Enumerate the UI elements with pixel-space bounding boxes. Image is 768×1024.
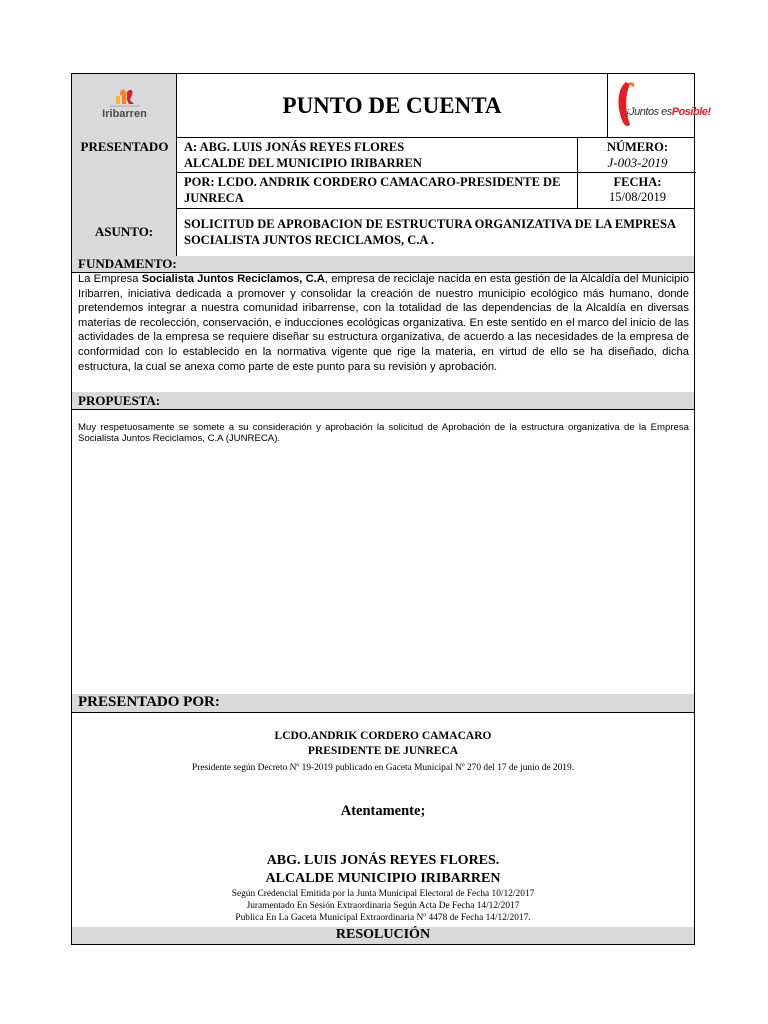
presentado-por-label: PRESENTADO POR: <box>78 694 220 710</box>
fundamento-lead: La Empresa <box>78 273 142 285</box>
brand-slogan <box>626 106 711 118</box>
fundamento-text <box>78 272 689 374</box>
closing-text: Atentamente; <box>340 803 426 819</box>
presenter-decree: Presidente según Decreto Nº 19-2019 publicado en Gaceta Municipal Nº 270 del 17 de junio de 2019. <box>191 763 575 773</box>
presentado-label: PRESENTADO <box>80 139 169 154</box>
presentado-label-cell <box>72 137 177 208</box>
logo-text: Iribarren <box>102 108 147 120</box>
mayor-role: ALCALDE MUNICIPIO IRIBARREN <box>265 871 501 886</box>
resolucion-header <box>72 927 694 944</box>
propuesta-label: PROPUESTA: <box>78 393 161 408</box>
fecha-value: 15/08/2019 <box>609 190 666 204</box>
juntos-es-posible-logo <box>607 74 711 137</box>
iribarren-logo <box>72 74 177 137</box>
fundamento-body: , empresa de reciclaje nacida en esta gestión de la Alcaldía del Municipio Iribarren, iniciativa dedicada a promover y consolidar la creación de nuestro municipio ecológico más humano, donde pretendemos integrar a nuestra comunidad iribarrense, con la totalidad de las dependencias de la Alcaldía en diversas materias de recolección, conservación, e inducciones ecológicas organizativa. En este sentido en el marco del inicio de las actividades de la empresa se requiere diseñar su estructura organizativa, de acuerdo a las necesidades de la empresa de conformidad con lo establecido en la normativa vigente que rige la materia, en virtud de ello se ha diseñado, dicha estructura, la cual se anexa como parte de este punto para su revisión y aprobación. <box>78 273 689 373</box>
asunto-line-2: SOCIALISTA JUNTOS RECICLAMOS, C.A . <box>184 233 434 247</box>
asunto-label-cell <box>72 208 177 256</box>
presenter-name: LCDO.ANDRIK CORDERO CAMACARO <box>274 730 492 742</box>
numero-value: J-003-2019 <box>607 155 668 170</box>
fundamento-label: FUNDAMENTO: <box>78 256 177 271</box>
recipient-line-2: ALCALDE DEL MUNICIPIO IRIBARREN <box>184 156 422 170</box>
resolucion-label: RESOLUCIÓN <box>335 927 431 942</box>
asunto-label: ASUNTO: <box>94 224 154 239</box>
punto-de-cuenta-document <box>71 73 711 945</box>
asunto-content-cell <box>177 208 696 256</box>
brand-slogan-part2: Posible! <box>671 106 711 118</box>
fecha-label: FECHA: <box>613 175 662 189</box>
asunto-line-1: SOLICITUD DE APROBACION DE ESTRUCTURA ORGANIZATIVA DE LA EMPRESA <box>184 217 676 231</box>
fundamento-header <box>72 256 694 272</box>
numero-fecha-cell <box>577 137 696 208</box>
presentado-recipient-cell <box>177 137 577 208</box>
propuesta-header <box>72 392 694 409</box>
document-title: PUNTO DE CUENTA <box>282 92 502 118</box>
mayor-name: ABG. LUIS JONÁS REYES FLORES. <box>266 853 500 868</box>
credential-line-2: Juramentado En Sesión Extraordinaria Según Acta De Fecha 14/12/2017 <box>246 901 520 911</box>
propuesta-text: Muy respetuosamente se somete a su consideración y aprobación la solicitud de Aprobación de la estructura organizativa de la Empresa Socialista Juntos Reciclamos, C.A (JUNRECA). <box>78 422 689 445</box>
credential-line-1: Según Credencial Emitida por la Junta Municipal Electoral de Fecha 10/12/2017 <box>231 889 535 899</box>
brand-slogan-part1: ¡Juntos es <box>626 106 672 118</box>
presentado-por-header <box>72 694 694 712</box>
sender-line-2: JUNRECA <box>184 191 244 205</box>
fundamento-company-name: Socialista Juntos Reciclamos, C.A <box>141 273 325 285</box>
iribarren-logo-icon <box>72 74 177 137</box>
credential-line-3: Publica En La Gaceta Municipal Extraordinaria Nº 4478 de Fecha 14/12/2017. <box>235 913 531 923</box>
presenter-role: PRESIDENTE DE JUNRECA <box>307 745 459 757</box>
numero-label: NÚMERO: <box>606 140 669 154</box>
sender-line-1: POR: LCDO. ANDRIK CORDERO CAMACARO-PRESIDENTE DE <box>184 175 561 189</box>
recipient-line-1: A: ABG. LUIS JONÁS REYES FLORES <box>184 140 405 154</box>
